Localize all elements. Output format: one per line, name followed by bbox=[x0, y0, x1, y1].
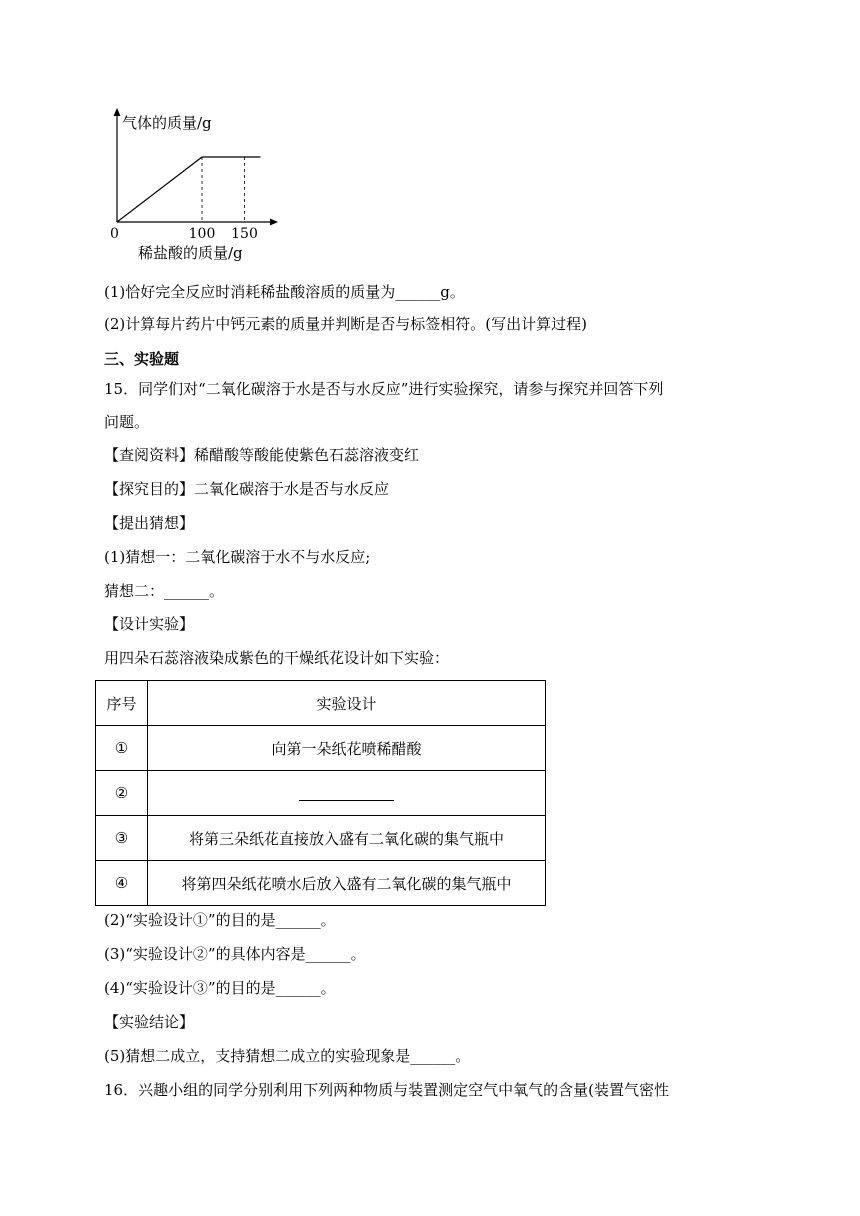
q15-design-intro: 用四朵石蕊溶液染成紫色的干燥纸花设计如下实验： bbox=[104, 649, 450, 667]
y-axis-arrow bbox=[114, 108, 121, 116]
q15-hypothesis1: (1)猜想一：二氧化碳溶于水不与水反应; bbox=[104, 548, 371, 566]
answer-blank-line bbox=[299, 788, 394, 801]
gas-mass-graph bbox=[100, 102, 300, 267]
q15-stem-line1: 15．同学们对“二氧化碳溶于水是否与水反应”进行实验探究，请参与探究并回答下列 bbox=[104, 380, 664, 398]
q15-stem-line2: 问题。 bbox=[104, 413, 150, 431]
origin-label: 0 bbox=[110, 226, 119, 242]
header-index: 序号 bbox=[96, 681, 148, 726]
q15-hypothesis-title: 【提出猜想】 bbox=[104, 514, 195, 532]
header-design: 实验设计 bbox=[148, 681, 546, 726]
row-index: ④ bbox=[96, 861, 148, 906]
q15-hypothesis2: 猜想二：______。 bbox=[104, 582, 225, 600]
row-index: ② bbox=[96, 771, 148, 816]
q14-part1: (1)恰好完全反应时消耗稀盐酸溶质的质量为______g。 bbox=[104, 283, 465, 301]
section-title: 三、实验题 bbox=[104, 350, 180, 368]
row-index: ① bbox=[96, 726, 148, 771]
row-index: ③ bbox=[96, 816, 148, 861]
q15-info: 【查阅资料】稀醋酸等酸能使紫色石蕊溶液变红 bbox=[104, 446, 420, 464]
x-tick-label-150: 150 bbox=[231, 226, 258, 242]
row-design: 向第一朵纸花喷稀醋酸 bbox=[148, 726, 546, 771]
series-line bbox=[117, 157, 261, 222]
x-tick-label-100: 100 bbox=[188, 226, 216, 242]
y-axis-label: 气体的质量/g bbox=[122, 114, 212, 132]
q15-design-title: 【设计实验】 bbox=[104, 615, 195, 633]
row-design: 将第四朵纸花喷水后放入盛有二氧化碳的集气瓶中 bbox=[148, 861, 546, 906]
q15-purpose: 【探究目的】二氧化碳溶于水是否与水反应 bbox=[104, 480, 390, 498]
q14-part2: (2)计算每片药片中钙元素的质量并判断是否与标签相符。(写出计算过程) bbox=[104, 315, 587, 333]
q15-conclusion-title: 【实验结论】 bbox=[104, 1013, 195, 1031]
experiment-design-table bbox=[95, 680, 546, 906]
q16-stem-line1: 16．兴趣小组的同学分别利用下列两种物质与装置测定空气中氧气的含量(装置气密性 bbox=[104, 1081, 669, 1099]
q15-question4: (4)“实验设计③”的目的是______。 bbox=[104, 979, 336, 997]
q15-question2: (2)“实验设计①”的目的是______。 bbox=[104, 911, 336, 929]
table-header-row bbox=[96, 681, 546, 726]
x-axis-arrow bbox=[270, 219, 278, 226]
table-row bbox=[96, 816, 546, 861]
row-design-blank bbox=[148, 771, 546, 816]
q15-question3: (3)“实验设计②”的具体内容是______。 bbox=[104, 945, 366, 963]
x-axis-label: 稀盐酸的质量/g bbox=[138, 244, 243, 262]
q15-question5: (5)猜想二成立，支持猜想二成立的实验现象是______。 bbox=[104, 1047, 471, 1065]
table-row bbox=[96, 861, 546, 906]
table-row bbox=[96, 726, 546, 771]
table-row bbox=[96, 771, 546, 816]
row-design: 将第三朵纸花直接放入盛有二氧化碳的集气瓶中 bbox=[148, 816, 546, 861]
